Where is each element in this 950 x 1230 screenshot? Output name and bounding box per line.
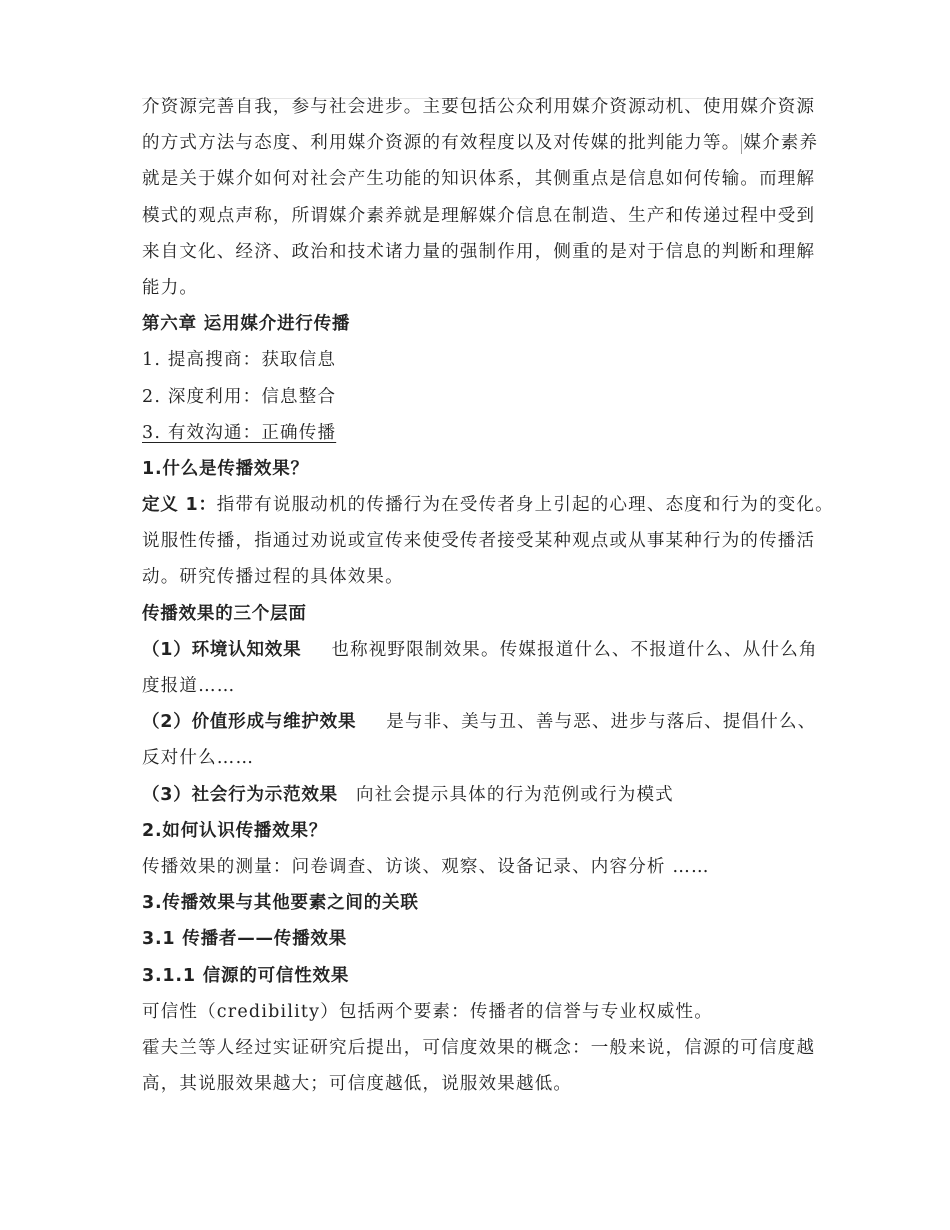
definition-line	[142, 487, 834, 523]
level-label: （3）社会行为示范效果	[142, 784, 338, 805]
chapter-list-item: 1. 提高搜商：获取信息	[142, 350, 337, 371]
chapter-heading: 第六章 运用媒介进行传播	[142, 314, 351, 335]
level-continuation: 反对什么……	[142, 748, 255, 769]
paragraph-line: 传播效果的测量：问卷调查、访谈、观察、设备记录、内容分析 ……	[142, 856, 710, 877]
paragraph-line: 霍夫兰等人经过实证研究后提出，可信度效果的概念：一般来说，信源的可信度越	[142, 1037, 816, 1058]
subsection-heading: 3.1.1 信源的可信性效果	[142, 965, 350, 986]
paragraph-line: 高，其说服效果越大；可信度越低，说服效果越低。	[142, 1074, 573, 1095]
document-page	[142, 89, 834, 1102]
level-label: （1）环境认知效果	[142, 639, 302, 660]
level-continuation: 度报道……	[142, 676, 236, 696]
level-label: （2）价值形成与维护效果	[142, 712, 357, 733]
paragraph-line: 介资源完善自我，参与社会进步。主要包括公众利用媒介资源动机、使用媒介资源	[142, 97, 816, 117]
paragraph-line: 可信性（credibility）包括两个要素：传播者的信誉与专业权威性。	[142, 1001, 713, 1022]
paragraph-line: 说服性传播，指通过劝说或宣传来使受传者接受某种观点或从事某种行为的传播活	[142, 531, 816, 552]
paragraph-text: 的方式方法与态度、利用媒介资源的有效程度以及对传媒的批判能力等。	[142, 133, 741, 154]
section-heading-relations: 3.传播效果与其他要素之间的关联	[142, 893, 419, 914]
section-heading-how-to-know: 2.如何认识传播效果？	[142, 820, 328, 841]
level-item	[142, 704, 817, 740]
levels-heading: 传播效果的三个层面	[142, 603, 307, 624]
paragraph-line: 能力。	[142, 277, 199, 298]
paragraph-line	[142, 125, 819, 161]
level-item	[142, 777, 812, 813]
level-text: 是与非、美与丑、善与恶、进步与落后、提倡什么、	[386, 712, 817, 733]
definition-label: 定义 1：	[142, 495, 217, 516]
chapter-list-item: 2. 深度利用：信息整合	[142, 386, 337, 407]
paragraph-text: 媒介素养	[743, 133, 819, 154]
underlined-item-text: 3. 有效沟通：正确传播	[142, 422, 337, 443]
subsection-heading: 3.1 传播者——传播效果	[142, 929, 347, 950]
level-text: 向社会提示具体的行为范例或行为模式	[355, 784, 674, 805]
paragraph-line: 来自文化、经济、政治和技术诸力量的强制作用，侧重的是对于信息的判断和理解	[142, 241, 816, 262]
level-item	[142, 632, 818, 668]
paragraph-line: 模式的观点声称，所谓媒介素养就是理解媒介信息在制造、生产和传递过程中受到	[142, 205, 816, 226]
section-heading-what-is-effect: 1.什么是传播效果？	[142, 458, 309, 479]
paragraph-line: 动。研究传播过程的具体效果。	[142, 567, 404, 588]
paragraph-line: 就是关于媒介如何对社会产生功能的知识体系，其侧重点是信息如何传输。而理解	[142, 169, 816, 190]
definition-text: 指带有说服动机的传播行为在受传者身上引起的心理、态度和行为的变化。	[216, 495, 834, 516]
chapter-list-item	[142, 415, 812, 451]
level-text: 也称视野限制效果。传媒报道什么、不报道什么、从什么角	[331, 639, 818, 660]
